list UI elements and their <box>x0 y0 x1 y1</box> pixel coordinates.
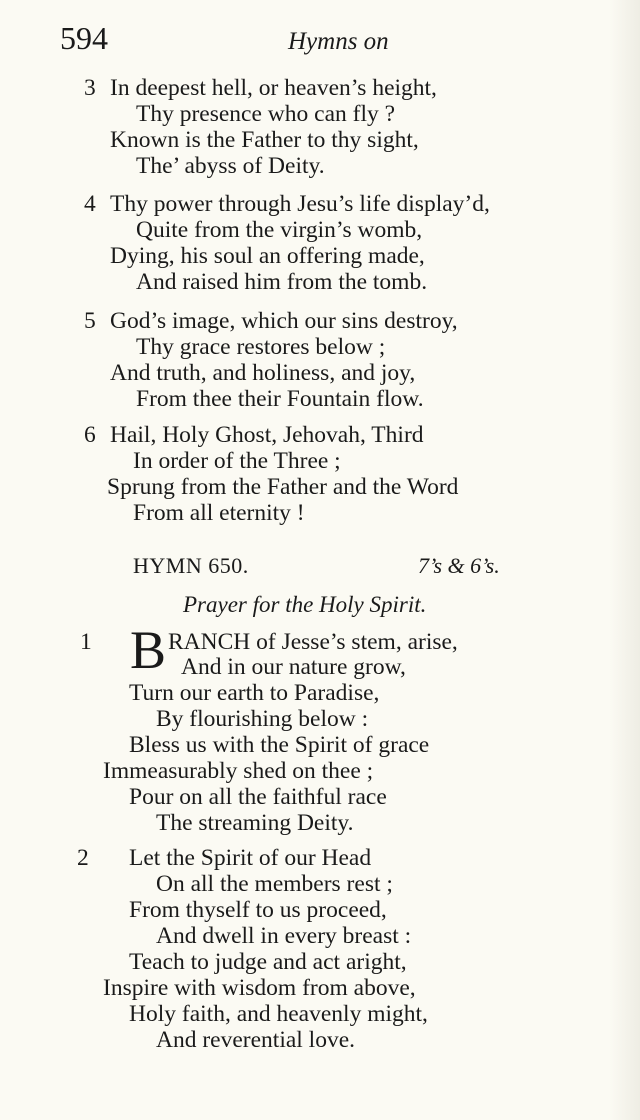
verse-line: Quite from the virgin’s womb, <box>136 217 423 243</box>
verse-line: Sprung from the Father and the Word <box>107 474 459 500</box>
verse-line: Thy power through Jesu’s life display’d, <box>110 191 490 217</box>
verse-line: Known is the Father to thy sight, <box>110 127 419 153</box>
page-edge-shadow <box>610 0 640 1120</box>
verse-number: 1 <box>80 629 92 655</box>
verse-line: And dwell in every breast : <box>156 923 412 949</box>
verse-line: By flourishing below : <box>156 706 369 732</box>
verse-line: Let the Spirit of our Head <box>129 845 372 871</box>
hymn-number: HYMN 650. <box>133 553 249 578</box>
verse-number: 4 <box>84 191 96 217</box>
verse-number: 6 <box>84 422 96 448</box>
verse-line: And in our nature grow, <box>181 654 406 680</box>
verse-line: On all the members rest ; <box>156 871 393 897</box>
verse-line: God’s image, which our sins destroy, <box>110 308 458 334</box>
verse-line: And raised him from the tomb. <box>136 269 428 295</box>
verse-line: Inspire with wisdom from above, <box>103 975 416 1001</box>
verse-number: 3 <box>84 75 96 101</box>
verse-line: Turn our earth to Paradise, <box>129 680 380 706</box>
verse-line: Hail, Holy Ghost, Jehovah, Third <box>110 422 424 448</box>
verse-line: In deepest hell, or heaven’s height, <box>110 75 437 101</box>
verse-number: 2 <box>77 845 89 871</box>
drop-cap: B <box>130 620 167 680</box>
verse-number: 5 <box>84 308 96 334</box>
verse-line: From thee their Fountain flow. <box>136 386 424 412</box>
verse-line: Thy presence who can fly ? <box>136 101 396 127</box>
verse-line: The’ abyss of Deity. <box>136 153 325 179</box>
hymn-title: Prayer for the Holy Spirit. <box>183 592 427 617</box>
verse-line: The streaming Deity. <box>156 810 354 836</box>
verse-line: Thy grace restores below ; <box>136 334 386 360</box>
hymn-meter: 7’s & 6’s. <box>418 553 500 578</box>
verse-line: Bless us with the Spirit of grace <box>129 732 430 758</box>
verse-line: From thyself to us proceed, <box>129 897 387 923</box>
verse-line: Immeasurably shed on thee ; <box>103 758 374 784</box>
running-head: Hymns on <box>288 28 389 55</box>
verse-line: From all eternity ! <box>133 500 305 526</box>
verse-line: And reverential love. <box>156 1027 356 1053</box>
verse-line: In order of the Three ; <box>133 448 341 474</box>
verse-line: And truth, and holiness, and joy, <box>110 360 416 386</box>
verse-line: Pour on all the faithful race <box>129 784 387 810</box>
verse-line: Teach to judge and act aright, <box>129 949 407 975</box>
verse-line: Dying, his soul an offering made, <box>110 243 425 269</box>
verse-line: Holy faith, and heavenly might, <box>129 1001 428 1027</box>
verse-line: RANCH of Jesse’s stem, arise, <box>168 629 458 655</box>
page-number: 594 <box>60 20 108 56</box>
